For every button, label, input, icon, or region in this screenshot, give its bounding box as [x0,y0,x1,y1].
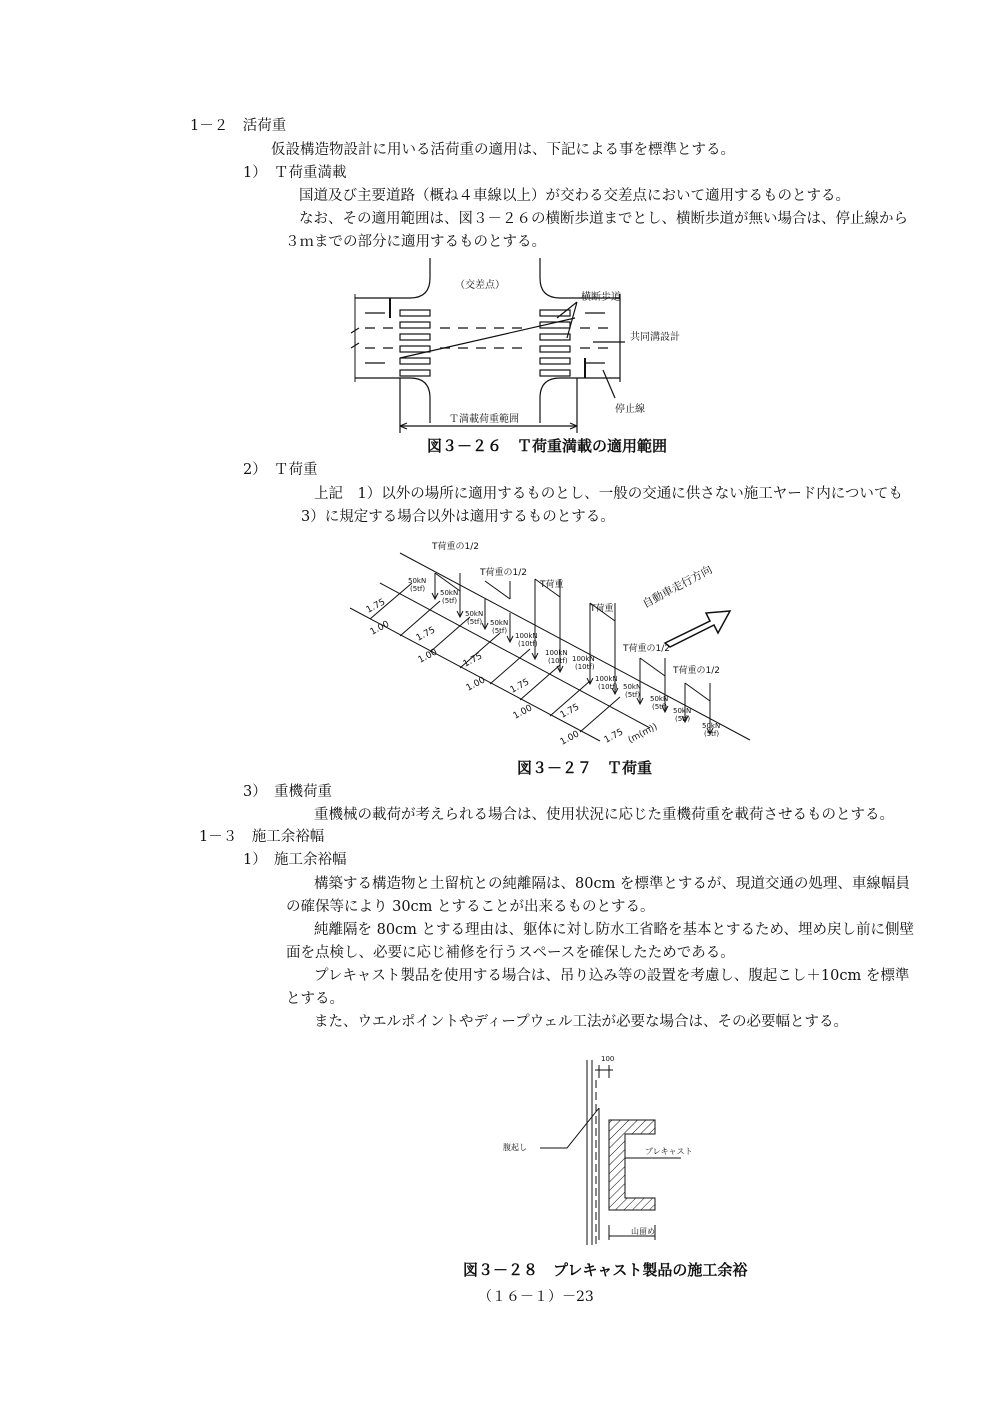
label-t-half: T荷重の1/2 [623,644,670,654]
label-load-5tf: (5tf) [704,730,720,738]
paragraph-text: 上記 1）以外の場所に適用するものとし、一般の交通に供さない施工ヤード内についても [314,486,903,502]
label-load-10tf: (10tf) [518,640,538,648]
paragraph-text: プレキャスト製品を使用する場合は、吊り込み等の設置を考慮し、腹起こし＋10cm を標準 [314,968,910,984]
paragraph-intro: 仮設構造物設計に用いる活荷重の適用は、下記による事を標準とする。 [271,142,735,158]
label-load-100kn: 100kN [545,649,568,657]
dim-unit: (m(m)) [626,721,660,746]
dim-1-75: 1.75 [558,702,582,721]
label-load-10tf: (10tf) [598,683,618,691]
dim-1-75: 1.75 [602,727,626,746]
dim-1-00: 1.00 [368,619,392,638]
label-direction: 自動車走行方向 [640,563,715,611]
label-load-5tf: (5tf) [625,691,641,699]
label-crosswalk: 横断歩道 [581,292,621,303]
paragraph-text: ３ｍまでの部分に適用するものとする。 [285,234,546,250]
paragraph-text: なお、その適用範囲は、図３－２６の横断歩道までとし、横断歩道が無い場合は、停止線から [299,211,908,227]
label-load-50kn: 50kN [702,722,721,730]
label-load-50kn: 50kN [465,610,484,618]
label-t-half: T荷重の1/2 [480,568,527,578]
dim-1-00: 1.00 [511,703,535,722]
paragraph-text: 国道及び主要道路（概ね４車線以上）が交わる交差点において適用するものとする。 [299,188,850,204]
section-heading-construction-margin: 1－３ 施工余裕幅 [199,829,325,845]
label-waler: 腹起し [503,1143,527,1152]
label-load-5tf: (5tf) [467,618,483,626]
label-load-5tf: (5tf) [410,585,426,593]
label-load-50kn: 50kN [673,707,692,715]
paragraph-text: 構築する構造物と土留杭との純離隔は、80cm を標準とするが、現道交通の処理、車線幅員 [314,876,910,892]
label-load-100kn: 100kN [572,655,595,663]
paragraph-text: とする。 [286,991,344,1007]
item-label-t-load: 2） Ｔ荷重 [243,462,318,478]
paragraph-text: 純離隔を 80cm とする理由は、躯体に対し防水工省略を基本とするため、埋め戻し前に側壁 [314,922,914,938]
figure-3-28-diagram [495,1050,715,1250]
figure-caption: 図３－２７ Ｔ荷重 [517,759,653,777]
dim-1-00: 1.00 [464,675,488,694]
label-t-half: T荷重の1/2 [432,542,479,552]
label-load-10tf: (10tf) [548,657,568,665]
label-load-50kn: 50kN [490,619,509,627]
dim-1-75: 1.75 [508,677,532,696]
label-load-range: Ｔ満載荷重範囲 [449,414,519,425]
label-retaining: 山留め [631,1227,655,1236]
label-t-half: T荷重の1/2 [673,666,720,676]
label-t-full: T荷重 [590,604,614,614]
dim-1-75: 1.75 [364,597,388,616]
label-load-5tf: (5tf) [492,627,508,635]
label-load-50kn: 50kN [650,695,669,703]
dim-100: 100 [601,1055,615,1063]
label-load-50kn: 50kN [408,577,427,585]
paragraph-text: の確保等により 30cm とすることが出来るものとする。 [286,899,655,915]
page-number: （１６－１）－23 [478,1289,594,1305]
label-common-ditch: 共同溝設計 [630,332,680,343]
label-load-5tf: (5tf) [675,715,691,723]
label-intersection: （交差点） [455,280,505,291]
label-t-full: T荷重 [540,580,564,590]
paragraph-text: 面を点検し、必要に応じ補修を行うスペースを確保したためである。 [286,945,735,961]
figure-3-27-diagram [340,533,760,761]
label-load-100kn: 100kN [595,675,618,683]
figure-caption: 図３－２６ Ｔ荷重満載の適用範囲 [427,437,668,455]
dim-1-75: 1.75 [414,625,438,644]
section-heading-live-load: 1－２ 活荷重 [190,118,287,134]
paragraph-text: 重機械の載荷が考えられる場合は、使用状況に応じた重機荷重を載荷させるものとする。 [314,807,894,823]
label-load-10tf: (10tf) [575,663,595,671]
dim-1-00: 1.00 [416,647,440,666]
label-load-100kn: 100kN [515,632,538,640]
paragraph-text: また、ウエルポイントやディープウェル工法が必要な場合は、その必要幅とする。 [314,1014,849,1030]
paragraph-text: 3）に規定する場合以外は適用するものとする。 [301,509,615,525]
dim-1-00: 1.00 [558,729,582,748]
label-load-50kn: 50kN [623,683,642,691]
figure-3-26-diagram [345,258,735,458]
item-label-heavy-machinery: 3） 重機荷重 [243,784,332,800]
dim-1-75: 1.75 [461,651,485,670]
label-precast: プレキャスト [645,1147,693,1156]
figure-caption: 図３－２８ プレキャスト製品の施工余裕 [463,1261,748,1279]
item-label-t-load-full: 1） Ｔ荷重満載 [243,165,347,181]
label-load-50kn: 50kN [440,589,459,597]
label-load-5tf: (5tf) [442,597,458,605]
label-stopline: 停止線 [615,404,645,415]
label-load-5tf: (5tf) [652,703,668,711]
item-label-construction-margin: 1） 施工余裕幅 [243,852,347,868]
